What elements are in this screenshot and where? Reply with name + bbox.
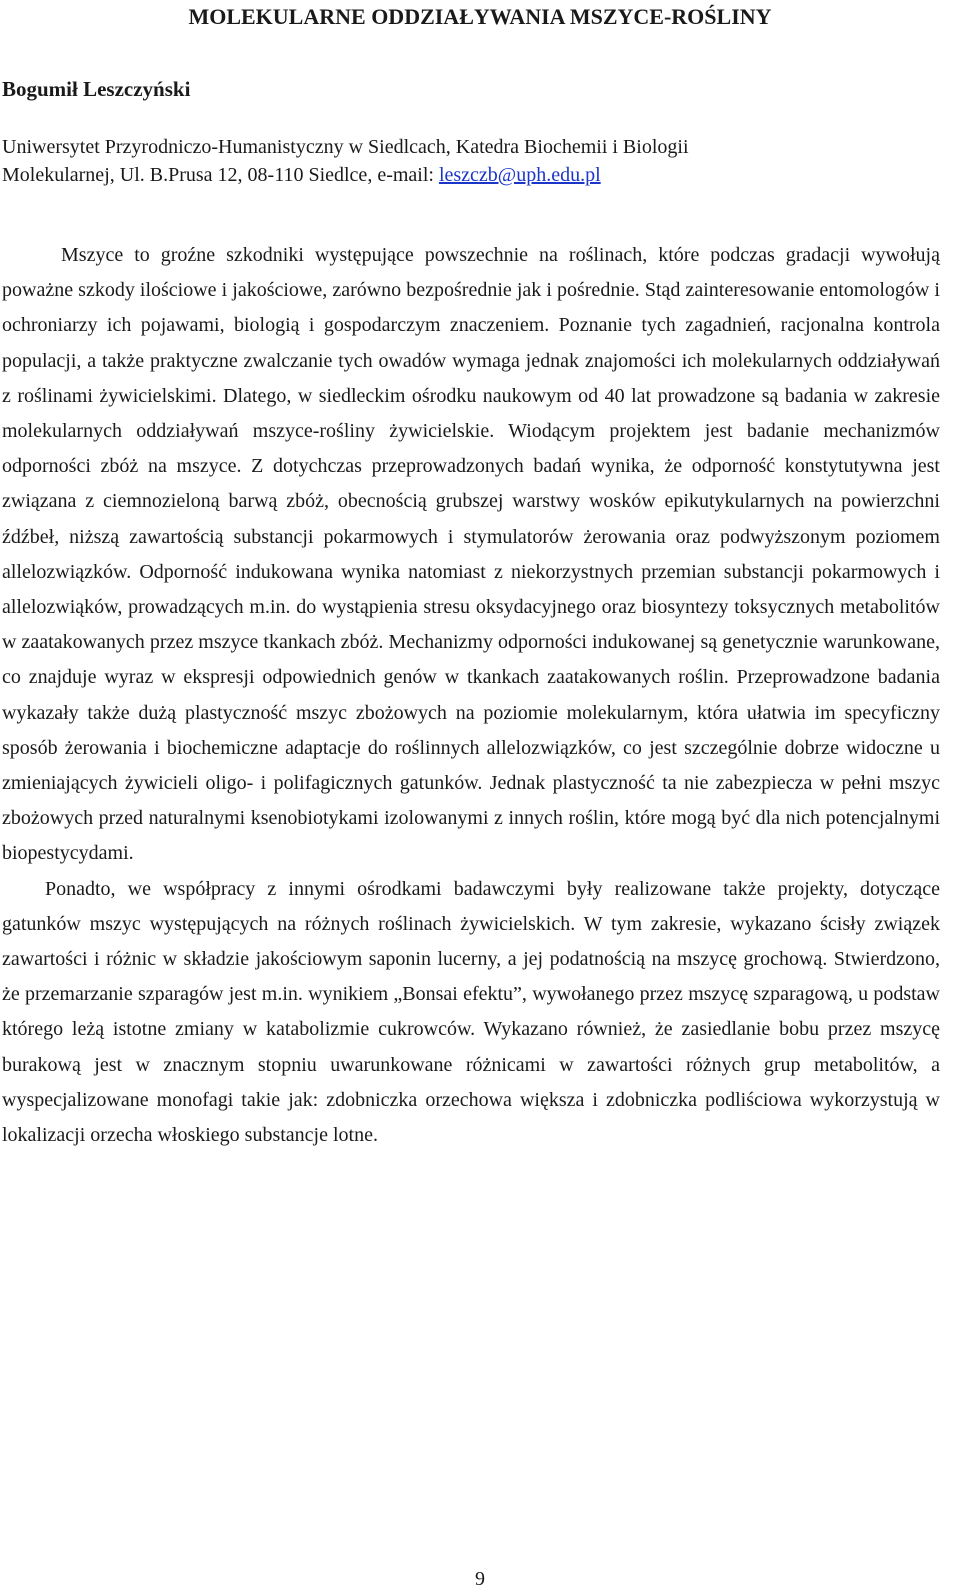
page-number: 9 (475, 1568, 485, 1590)
affiliation-line-1: Uniwersytet Przyrodniczo-Humanistyczny w Siedlcach, Katedra Biochemii i Biologii (2, 136, 689, 158)
document-body (2, 238, 940, 1153)
body-paragraph: Ponadto, we współpracy z innymi ośrodkami badawczymi były realizowane także projekty, dotyczące gatunków mszyc występujących na różnych roślinach żywicielskich. W tym zakresie, wykazano ścisły związek zawartości i różnic w składzie jakościowym saponin lucerny, a jej podatnością na mszycę grochową. Stwierdzono, że przemarzanie szparagów jest m.in. wynikiem „Bonsai efektu”, wywołanego przez mszycę szparagową, u podstaw którego leżą istotne zmiany w katabolizmie cukrowców. Wykazano również, że zasiedlanie bobu przez mszycę burakową jest w znacznym stopniu uwarunkowane różnicami w zawartości różnych grup metabolitów, a wyspecjalizowane monofagi takie jak: zdobniczka orzechowa większa i zdobniczka podliściowa wykorzystują w lokalizacji orzecha włoskiego substancje lotne. (2, 877, 940, 1147)
body-paragraph: Mszyce to groźne szkodniki występujące powszechnie na roślinach, które podczas gradacji wywołują poważne szkody ilościowe i jakościowe, zarówno bezpośrednie jak i pośrednie. Stąd zainteresowanie entomologów i ochroniarzy ich pojawami, biologią i gospodarczym znaczeniem. Poznanie tych zagadnień, racjonalna kontrola populacji, a także praktyczne zwalczanie tych owadów wymaga jednak znajomości ich molekularnych oddziaływań z roślinami żywicielskimi. Dlatego, w siedleckim ośrodku naukowym od 40 lat prowadzone są badania w zakresie molekularnych oddziaływań mszyce-rośliny żywicielskie. Wiodącym projektem jest badanie mechanizmów odporności zbóż na mszyce. Z dotychczas przeprowadzonych badań wynika, że odporność konstytutywna jest związana z ciemnozieloną barwą zbóż, obecnością grubszej warstwy wosków epikutykularnych na powierzchni źdźbeł, niższą zawartością substancji pokarmowych i stymulatorów żerowania oraz podwyższonym poziomem allelozwiązków. Odporność indukowana wynika natomiast z niekorzystnych przemian substancji pokarmowych i allelozwiąków, prowadzących m.in. do wystąpienia stresu oksydacyjnego oraz biosyntezy toksycznych metabolitów w zaatakowanych przez mszyce tkankach zbóż. Mechanizmy odporności indukowanej są genetycznie warunkowane, co znajduje wyraz w ekspresji odpowiednich genów w tkankach zaatakowanych roślin. Przeprowadzone badania wykazały także dużą plastyczność mszyc zbożowych na poziomie molekularnym, która ułatwia im specyficzny sposób żerowania i biochemiczne adaptacje do roślinnych allelozwiązków, co jest szczególnie dobrze widoczne u zmieniających żywicieli oligo- i polifagicznych gatunków. Jednak plastyczność ta nie zabezpiecza w pełni mszyc zbożowych przed naturalnymi ksenobiotykami izolowanymi z innych roślin, które mogą być dla nich potencjalnymi biopestycydami. (2, 244, 940, 865)
affiliation-line-2: Molekularnej, Ul. B.Prusa 12, 08-110 Siedlce, e-mail: (2, 164, 439, 186)
email-link[interactable]: leszczb@uph.edu.pl (438, 164, 601, 186)
author-affiliation (2, 133, 942, 189)
document-title: MOLEKULARNE ODDZIAŁYWANIA MSZYCE-ROŚLINY (188, 4, 772, 29)
author-name: Bogumił Leszczyński (2, 77, 191, 101)
